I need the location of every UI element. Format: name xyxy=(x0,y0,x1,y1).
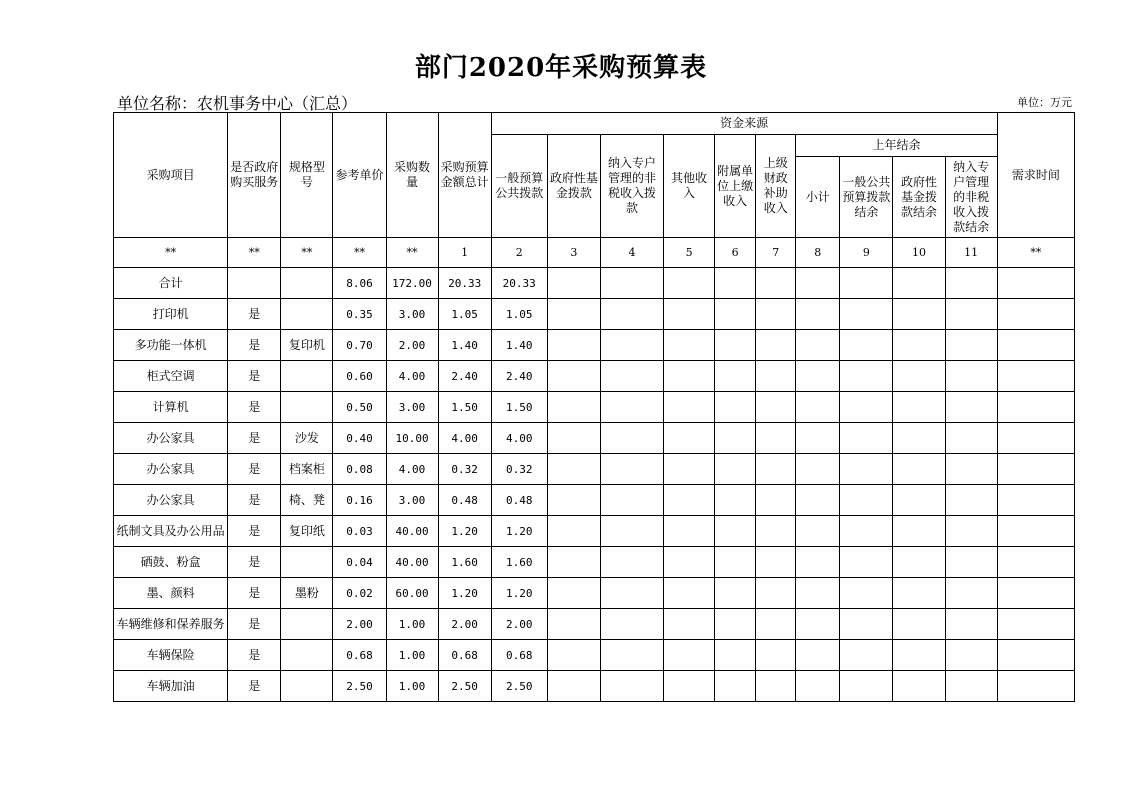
cell-empty xyxy=(600,299,663,330)
unit-name: 单位名称：农机事务中心（汇总） xyxy=(117,94,358,113)
cell-empty xyxy=(664,361,715,392)
cell-item: 办公家具 xyxy=(114,454,228,485)
cell-empty xyxy=(715,671,756,702)
cell-empty xyxy=(893,671,945,702)
cell-item: 车辆加油 xyxy=(114,671,228,702)
cell-empty xyxy=(547,454,600,485)
header-ly-gov-fund: 政府性基金拨款结余 xyxy=(893,157,945,238)
cell-item: 墨、颜料 xyxy=(114,578,228,609)
column-number-cell: 9 xyxy=(840,238,893,268)
cell-empty xyxy=(893,423,945,454)
cell-empty xyxy=(893,609,945,640)
cell-empty xyxy=(547,485,600,516)
cell-empty xyxy=(840,392,893,423)
cell-empty xyxy=(600,454,663,485)
cell-general: 0.68 xyxy=(491,640,547,671)
cell-empty xyxy=(997,454,1074,485)
cell-empty xyxy=(547,578,600,609)
cell-empty xyxy=(945,485,997,516)
cell-empty xyxy=(664,330,715,361)
cell-general: 1.20 xyxy=(491,516,547,547)
column-number-cell: 7 xyxy=(756,238,796,268)
column-number-cell: 11 xyxy=(945,238,997,268)
cell-total: 1.20 xyxy=(438,578,491,609)
cell-spec: 沙发 xyxy=(281,423,333,454)
cell-total: 1.05 xyxy=(438,299,491,330)
cell-gov: 是 xyxy=(228,578,281,609)
cell-empty xyxy=(796,640,840,671)
cell-price: 2.00 xyxy=(333,609,386,640)
cell-empty xyxy=(664,516,715,547)
cell-empty xyxy=(547,609,600,640)
cell-general: 20.33 xyxy=(491,268,547,299)
cell-empty xyxy=(715,547,756,578)
cell-price: 2.50 xyxy=(333,671,386,702)
cell-empty xyxy=(664,268,715,299)
cell-empty xyxy=(715,578,756,609)
cell-empty xyxy=(664,609,715,640)
cell-empty xyxy=(997,423,1074,454)
cell-empty xyxy=(796,609,840,640)
cell-empty xyxy=(840,578,893,609)
column-number-cell: 2 xyxy=(491,238,547,268)
header-gov-fund: 政府性基金拨款 xyxy=(547,135,600,238)
cell-empty xyxy=(796,547,840,578)
table-row xyxy=(114,268,1075,299)
cell-empty xyxy=(664,671,715,702)
cell-spec: 档案柜 xyxy=(281,454,333,485)
header-quantity: 采购数量 xyxy=(386,113,438,238)
cell-item: 合计 xyxy=(114,268,228,299)
cell-empty xyxy=(893,516,945,547)
cell-empty xyxy=(796,454,840,485)
cell-qty: 3.00 xyxy=(386,299,438,330)
cell-spec xyxy=(281,361,333,392)
cell-item: 硒鼓、粉盒 xyxy=(114,547,228,578)
cell-empty xyxy=(756,361,796,392)
cell-empty xyxy=(945,671,997,702)
cell-qty: 4.00 xyxy=(386,361,438,392)
cell-price: 8.06 xyxy=(333,268,386,299)
cell-empty xyxy=(756,578,796,609)
header-superior: 上级财政补助收入 xyxy=(756,135,796,238)
cell-empty xyxy=(756,392,796,423)
header-last-year: 上年结余 xyxy=(796,135,997,157)
column-number-cell: ** xyxy=(333,238,386,268)
column-number-cell: 8 xyxy=(796,238,840,268)
cell-gov: 是 xyxy=(228,423,281,454)
cell-price: 0.04 xyxy=(333,547,386,578)
cell-empty xyxy=(796,671,840,702)
cell-empty xyxy=(997,609,1074,640)
cell-gov xyxy=(228,268,281,299)
cell-general: 2.40 xyxy=(491,361,547,392)
cell-empty xyxy=(547,671,600,702)
cell-item: 办公家具 xyxy=(114,423,228,454)
cell-empty xyxy=(997,640,1074,671)
procurement-budget-table xyxy=(113,112,1075,702)
header-fund-source: 资金来源 xyxy=(491,113,997,135)
cell-empty xyxy=(715,299,756,330)
cell-item: 多功能一体机 xyxy=(114,330,228,361)
cell-item: 打印机 xyxy=(114,299,228,330)
column-number-cell: ** xyxy=(228,238,281,268)
cell-general: 2.50 xyxy=(491,671,547,702)
cell-gov: 是 xyxy=(228,299,281,330)
cell-item: 车辆保险 xyxy=(114,640,228,671)
cell-empty xyxy=(715,392,756,423)
cell-empty xyxy=(840,485,893,516)
cell-spec: 复印机 xyxy=(281,330,333,361)
cell-empty xyxy=(893,454,945,485)
cell-empty xyxy=(600,392,663,423)
cell-total: 0.32 xyxy=(438,454,491,485)
cell-total: 20.33 xyxy=(438,268,491,299)
cell-empty xyxy=(893,578,945,609)
header-subtotal: 小计 xyxy=(796,157,840,238)
cell-price: 0.03 xyxy=(333,516,386,547)
cell-empty xyxy=(840,547,893,578)
cell-empty xyxy=(547,361,600,392)
cell-empty xyxy=(756,547,796,578)
cell-empty xyxy=(997,392,1074,423)
cell-gov: 是 xyxy=(228,485,281,516)
cell-item: 纸制文具及办公用品 xyxy=(114,516,228,547)
cell-spec xyxy=(281,547,333,578)
cell-empty xyxy=(664,454,715,485)
cell-empty xyxy=(547,268,600,299)
cell-empty xyxy=(664,299,715,330)
cell-qty: 10.00 xyxy=(386,423,438,454)
cell-empty xyxy=(715,516,756,547)
cell-empty xyxy=(840,330,893,361)
cell-empty xyxy=(715,330,756,361)
cell-empty xyxy=(997,547,1074,578)
table-row xyxy=(114,330,1075,361)
cell-empty xyxy=(796,423,840,454)
cell-empty xyxy=(796,578,840,609)
cell-empty xyxy=(664,547,715,578)
cell-empty xyxy=(600,671,663,702)
cell-empty xyxy=(715,268,756,299)
cell-price: 0.02 xyxy=(333,578,386,609)
cell-empty xyxy=(600,423,663,454)
cell-qty: 172.00 xyxy=(386,268,438,299)
cell-general: 1.40 xyxy=(491,330,547,361)
cell-spec: 复印纸 xyxy=(281,516,333,547)
cell-empty xyxy=(664,423,715,454)
cell-empty xyxy=(756,330,796,361)
cell-empty xyxy=(600,578,663,609)
cell-empty xyxy=(664,485,715,516)
column-number-cell: 5 xyxy=(664,238,715,268)
table-row xyxy=(114,454,1075,485)
column-number-cell: ** xyxy=(114,238,228,268)
cell-empty xyxy=(796,330,840,361)
cell-empty xyxy=(600,361,663,392)
cell-empty xyxy=(893,392,945,423)
cell-empty xyxy=(796,516,840,547)
cell-empty xyxy=(600,547,663,578)
cell-empty xyxy=(840,268,893,299)
cell-empty xyxy=(893,485,945,516)
cell-empty xyxy=(756,516,796,547)
cell-empty xyxy=(756,454,796,485)
table-row xyxy=(114,423,1075,454)
table-row xyxy=(114,361,1075,392)
table-body xyxy=(114,268,1075,702)
cell-gov: 是 xyxy=(228,609,281,640)
cell-spec xyxy=(281,299,333,330)
cell-qty: 4.00 xyxy=(386,454,438,485)
cell-empty xyxy=(796,299,840,330)
cell-price: 0.40 xyxy=(333,423,386,454)
header-ly-general: 一般公共预算拨款结余 xyxy=(840,157,893,238)
table-row xyxy=(114,485,1075,516)
header-general: 一般预算公共拨款 xyxy=(491,135,547,238)
header-affiliated: 附属单位上缴收入 xyxy=(715,135,756,238)
cell-gov: 是 xyxy=(228,671,281,702)
cell-total: 1.40 xyxy=(438,330,491,361)
cell-empty xyxy=(997,330,1074,361)
cell-spec xyxy=(281,268,333,299)
cell-empty xyxy=(600,640,663,671)
cell-empty xyxy=(945,609,997,640)
cell-price: 0.50 xyxy=(333,392,386,423)
cell-total: 0.48 xyxy=(438,485,491,516)
cell-empty xyxy=(547,392,600,423)
cell-general: 1.50 xyxy=(491,392,547,423)
cell-spec xyxy=(281,671,333,702)
table-row xyxy=(114,578,1075,609)
cell-empty xyxy=(945,640,997,671)
cell-total: 4.00 xyxy=(438,423,491,454)
column-number-cell: ** xyxy=(386,238,438,268)
cell-empty xyxy=(945,547,997,578)
cell-empty xyxy=(840,299,893,330)
cell-qty: 1.00 xyxy=(386,609,438,640)
cell-empty xyxy=(600,609,663,640)
cell-empty xyxy=(840,454,893,485)
cell-total: 2.00 xyxy=(438,609,491,640)
cell-qty: 40.00 xyxy=(386,547,438,578)
cell-qty: 2.00 xyxy=(386,330,438,361)
cell-gov: 是 xyxy=(228,516,281,547)
cell-general: 1.05 xyxy=(491,299,547,330)
cell-total: 2.50 xyxy=(438,671,491,702)
cell-total: 1.60 xyxy=(438,547,491,578)
cell-price: 0.08 xyxy=(333,454,386,485)
cell-empty xyxy=(893,547,945,578)
cell-qty: 1.00 xyxy=(386,671,438,702)
cell-general: 1.20 xyxy=(491,578,547,609)
cell-empty xyxy=(715,609,756,640)
cell-price: 0.16 xyxy=(333,485,386,516)
cell-total: 0.68 xyxy=(438,640,491,671)
unit-label: 单位：万元 xyxy=(1017,96,1072,109)
cell-empty xyxy=(840,423,893,454)
column-number-row xyxy=(114,238,1075,268)
cell-empty xyxy=(945,392,997,423)
cell-empty xyxy=(840,640,893,671)
cell-qty: 1.00 xyxy=(386,640,438,671)
column-number-cell: 3 xyxy=(547,238,600,268)
cell-empty xyxy=(840,671,893,702)
cell-spec xyxy=(281,609,333,640)
cell-empty xyxy=(893,640,945,671)
cell-qty: 40.00 xyxy=(386,516,438,547)
column-number-cell: 4 xyxy=(600,238,663,268)
cell-empty xyxy=(893,299,945,330)
cell-empty xyxy=(715,454,756,485)
table-row xyxy=(114,609,1075,640)
header-spec: 规格型号 xyxy=(281,113,333,238)
cell-empty xyxy=(945,454,997,485)
cell-empty xyxy=(756,640,796,671)
cell-price: 0.35 xyxy=(333,299,386,330)
cell-empty xyxy=(600,268,663,299)
table-row xyxy=(114,516,1075,547)
cell-item: 计算机 xyxy=(114,392,228,423)
cell-total: 1.50 xyxy=(438,392,491,423)
header-ly-special: 纳入专户管理的非税收入拨款结余 xyxy=(945,157,997,238)
cell-empty xyxy=(945,578,997,609)
table-row xyxy=(114,547,1075,578)
cell-empty xyxy=(715,485,756,516)
header-ref-price: 参考单价 xyxy=(333,113,386,238)
cell-gov: 是 xyxy=(228,454,281,485)
column-number-cell: ** xyxy=(997,238,1074,268)
cell-empty xyxy=(715,640,756,671)
cell-empty xyxy=(796,485,840,516)
cell-empty xyxy=(945,330,997,361)
column-number-cell: ** xyxy=(281,238,333,268)
cell-empty xyxy=(893,330,945,361)
cell-empty xyxy=(756,299,796,330)
cell-empty xyxy=(997,671,1074,702)
cell-general: 2.00 xyxy=(491,609,547,640)
cell-empty xyxy=(547,640,600,671)
page-title: 部门2020年采购预算表 xyxy=(414,53,708,83)
cell-empty xyxy=(547,299,600,330)
table-row xyxy=(114,640,1075,671)
cell-empty xyxy=(945,299,997,330)
cell-empty xyxy=(945,516,997,547)
cell-empty xyxy=(600,330,663,361)
cell-empty xyxy=(796,361,840,392)
header-other-income: 其他收入 xyxy=(664,135,715,238)
cell-empty xyxy=(664,640,715,671)
header-demand-time: 需求时间 xyxy=(997,113,1074,238)
cell-qty: 3.00 xyxy=(386,485,438,516)
cell-qty: 3.00 xyxy=(386,392,438,423)
cell-empty xyxy=(840,516,893,547)
column-number-cell: 6 xyxy=(715,238,756,268)
cell-empty xyxy=(756,485,796,516)
header-total: 采购预算金额总计 xyxy=(438,113,491,238)
cell-empty xyxy=(796,392,840,423)
cell-empty xyxy=(547,423,600,454)
cell-item: 办公家具 xyxy=(114,485,228,516)
cell-empty xyxy=(547,547,600,578)
table-row xyxy=(114,299,1075,330)
cell-empty xyxy=(600,516,663,547)
cell-gov: 是 xyxy=(228,330,281,361)
cell-empty xyxy=(840,609,893,640)
cell-empty xyxy=(997,299,1074,330)
cell-spec: 墨粉 xyxy=(281,578,333,609)
cell-empty xyxy=(997,361,1074,392)
cell-item: 车辆维修和保养服务 xyxy=(114,609,228,640)
cell-empty xyxy=(893,268,945,299)
cell-empty xyxy=(756,671,796,702)
cell-empty xyxy=(547,516,600,547)
cell-spec: 椅、凳 xyxy=(281,485,333,516)
cell-price: 0.70 xyxy=(333,330,386,361)
cell-price: 0.68 xyxy=(333,640,386,671)
cell-empty xyxy=(547,330,600,361)
column-number-cell: 1 xyxy=(438,238,491,268)
cell-empty xyxy=(945,423,997,454)
cell-empty xyxy=(715,423,756,454)
cell-empty xyxy=(664,392,715,423)
cell-general: 4.00 xyxy=(491,423,547,454)
cell-empty xyxy=(715,361,756,392)
cell-gov: 是 xyxy=(228,392,281,423)
cell-empty xyxy=(997,268,1074,299)
cell-empty xyxy=(840,361,893,392)
cell-empty xyxy=(756,268,796,299)
cell-empty xyxy=(756,609,796,640)
cell-general: 1.60 xyxy=(491,547,547,578)
cell-qty: 60.00 xyxy=(386,578,438,609)
cell-price: 0.60 xyxy=(333,361,386,392)
header-item: 采购项目 xyxy=(114,113,228,238)
cell-empty xyxy=(945,361,997,392)
cell-total: 1.20 xyxy=(438,516,491,547)
cell-general: 0.48 xyxy=(491,485,547,516)
cell-gov: 是 xyxy=(228,361,281,392)
cell-gov: 是 xyxy=(228,547,281,578)
cell-spec xyxy=(281,392,333,423)
cell-general: 0.32 xyxy=(491,454,547,485)
cell-empty xyxy=(756,423,796,454)
cell-spec xyxy=(281,640,333,671)
column-number-cell: 10 xyxy=(893,238,945,268)
header-special-nontax: 纳入专户管理的非税收入拨款 xyxy=(600,135,663,238)
cell-empty xyxy=(997,516,1074,547)
table-row xyxy=(114,392,1075,423)
header-gov-service: 是否政府购买服务 xyxy=(228,113,281,238)
cell-empty xyxy=(997,485,1074,516)
cell-item: 柜式空调 xyxy=(114,361,228,392)
cell-empty xyxy=(945,268,997,299)
cell-empty xyxy=(893,361,945,392)
cell-empty xyxy=(796,268,840,299)
table-row xyxy=(114,671,1075,702)
cell-gov: 是 xyxy=(228,640,281,671)
cell-empty xyxy=(664,578,715,609)
cell-empty xyxy=(600,485,663,516)
cell-empty xyxy=(997,578,1074,609)
cell-total: 2.40 xyxy=(438,361,491,392)
